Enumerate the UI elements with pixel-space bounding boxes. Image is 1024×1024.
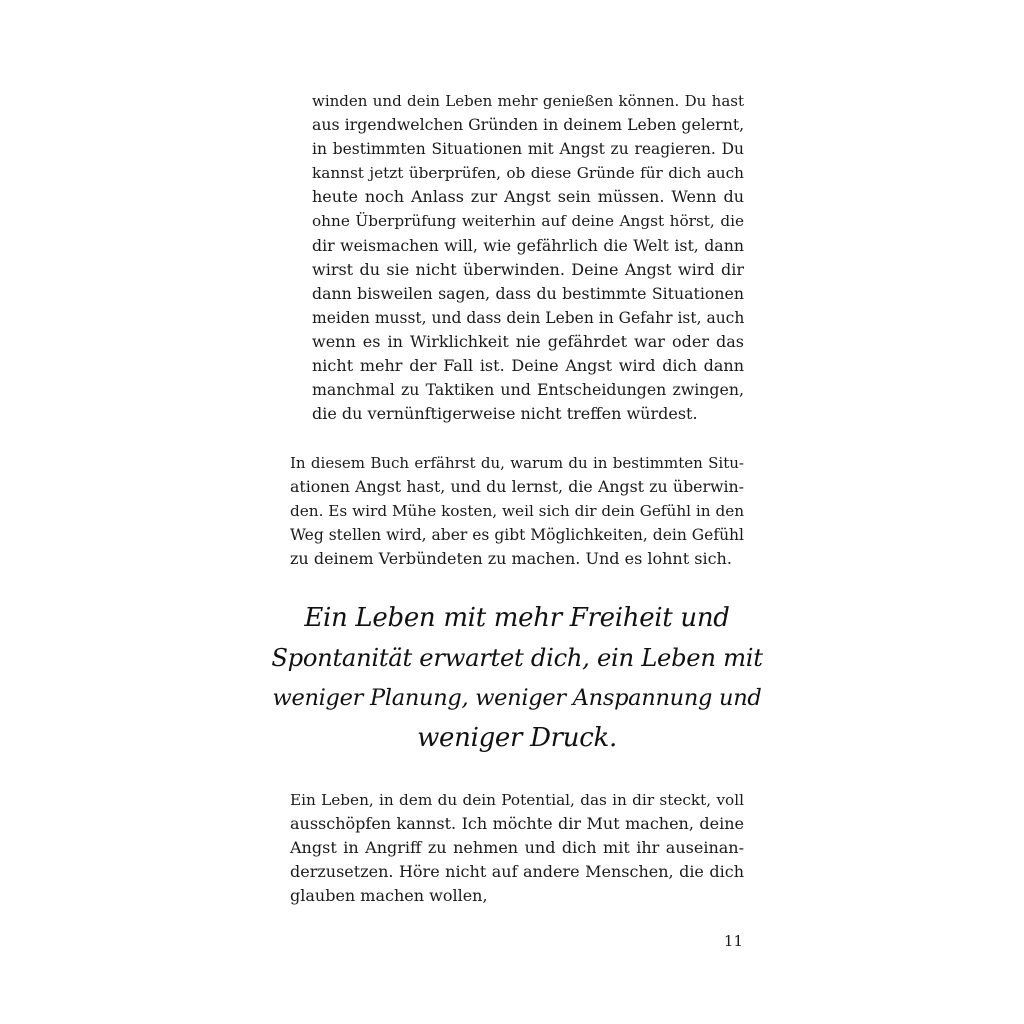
text-line: nicht mehr der Fall ist. Deine Angst wird dich dann <box>312 356 744 376</box>
body-paragraph <box>290 788 744 908</box>
text-line: glauben machen wollen, <box>290 886 488 906</box>
indented-paragraph <box>312 89 744 426</box>
text-line: zu deinem Verbündeten zu machen. Und es lohnt sich. <box>290 549 732 569</box>
handwritten-pull-quote <box>270 598 764 758</box>
text-line: heute noch Anlass zur Angst sein müssen. Wenn du <box>312 187 744 207</box>
text-line: Weg stellen wird, aber es gibt Möglichkeiten, dein Gefühl <box>290 526 744 545</box>
text-line: in bestimmten Situationen mit Angst zu reagieren. Du <box>312 140 744 159</box>
text-line: manchmal zu Taktiken und Entscheidungen zwingen, <box>312 380 744 400</box>
body-paragraph <box>290 451 744 571</box>
text-line: den. Es wird Mühe kosten, weil sich dir dein Gefühl in den <box>290 502 745 521</box>
quote-line: Ein Leben mit mehr Freiheit und <box>304 603 730 633</box>
text-line: dir weismachen will, wie gefährlich die Welt ist, dann <box>312 235 744 255</box>
text-line: dann bisweilen sagen, dass du bestimmte Situationen <box>312 283 744 303</box>
text-line: meiden musst, und dass dein Leben in Gefahr ist, auch <box>312 308 745 327</box>
text-line: Ein Leben, in dem du dein Potential, das in dir steckt, voll <box>290 791 744 809</box>
text-line: ohne Überprüfung weiterhin auf deine Angst hörst, die <box>312 212 744 231</box>
quote-line: weniger Planung, weniger Anspannung und <box>272 685 762 711</box>
text-line: wirst du sie nicht überwinden. Deine Angst wird dir <box>312 259 744 279</box>
text-line: In diesem Buch erfährst du, warum du in bestimmten Situ- <box>290 454 744 472</box>
text-line: ationen Angst hast, und du lernst, die Angst zu überwin- <box>290 477 744 497</box>
quote-line: weniger Druck. <box>417 723 617 753</box>
text-line: derzusetzen. Höre nicht auf andere Menschen, die dich <box>290 862 744 882</box>
page-number: 11 <box>723 932 743 950</box>
text-line: kannst jetzt überprüfen, ob diese Gründe für dich auch <box>312 164 744 183</box>
text-line: wenn es in Wirklichkeit nie gefährdet war oder das <box>312 331 744 351</box>
text-line: winden und dein Leben mehr genießen können. Du hast <box>312 92 744 110</box>
quote-line: Spontanität erwartet dich, ein Leben mit <box>271 643 763 672</box>
text-line: aus irgendwelchen Gründen in deinem Leben gelernt, <box>312 115 745 135</box>
text-line: die du vernünftigerweise nicht treffen würdest. <box>312 404 698 424</box>
text-line: ausschöpfen kannst. Ich möchte dir Mut machen, deine <box>290 814 744 834</box>
text-line: Angst in Angriff zu nehmen und dich mit ihr auseinan- <box>290 838 744 858</box>
